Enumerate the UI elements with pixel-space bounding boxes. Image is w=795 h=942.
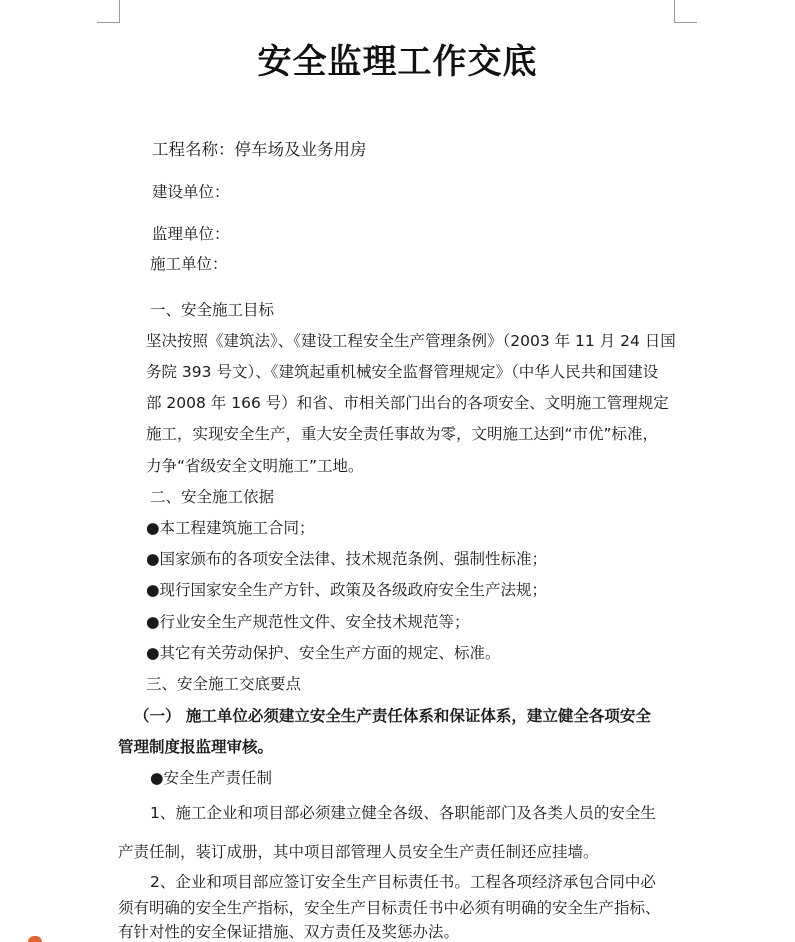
page-corner-mark-left bbox=[97, 0, 120, 23]
section-3-subheading: （一） 施工单位必须建立安全生产责任体系和保证体系，建立健全各项安全 bbox=[134, 707, 651, 725]
section-3-paragraph-2: 须有明确的安全生产指标，安全生产目标责任书中必须有明确的安全生产指标、 bbox=[118, 899, 661, 917]
section-3-bullet: ●安全生产责任制 bbox=[150, 769, 273, 787]
section-3-paragraph-2: 有针对性的安全保证措施、双方责任及奖惩办法。 bbox=[118, 923, 460, 941]
section-2-item: ●现行国家安全生产方针、政策及各级政府安全生产法规； bbox=[146, 581, 548, 599]
construction-unit-label: 建设单位： bbox=[152, 183, 230, 201]
section-3-paragraph-2: 2、企业和项目部应签订安全生产目标责任书。工程各项经济承包合同中必 bbox=[150, 873, 656, 891]
section-2-heading: 二、安全施工依据 bbox=[150, 488, 275, 506]
section-2-item: ●行业安全生产规范性文件、安全技术规范等； bbox=[146, 613, 470, 631]
section-3-paragraph-1: 1、施工企业和项目部必须建立健全各级、各职能部门及各类人员的安全生 bbox=[150, 804, 656, 822]
section-1-line: 坚决按照《建筑法》、《建设工程安全生产管理条例》（2003 年 11 月 24 日国 bbox=[146, 332, 676, 350]
section-1-line: 力争“省级安全文明施工”工地。 bbox=[146, 457, 364, 475]
section-1-line: 施工，实现安全生产，重大安全责任事故为零，文明施工达到“市优”标准， bbox=[146, 425, 659, 443]
builder-unit-label: 施工单位： bbox=[150, 255, 228, 273]
document-title: 安全监理工作交底 bbox=[257, 42, 538, 82]
section-1-line: 务院 393 号文）、《建筑起重机械安全监督管理规定》（中华人民共和国建设 bbox=[146, 363, 659, 381]
section-2-item: ●其它有关劳动保护、安全生产方面的规定、标准。 bbox=[146, 644, 501, 662]
section-3-heading: 三、安全施工交底要点 bbox=[146, 675, 302, 693]
section-2-item: ●本工程建筑施工合同； bbox=[146, 519, 315, 537]
section-3-subheading: 管理制度报监理审核。 bbox=[118, 738, 274, 756]
supervision-unit-label: 监理单位： bbox=[152, 225, 230, 243]
section-1-line: 部 2008 年 166 号）和省、市相关部门出台的各项安全、文明施工管理规定 bbox=[146, 394, 669, 412]
section-3-paragraph-1: 产责任制，装订成册，其中项目部管理人员安全生产责任制还应挂墙。 bbox=[118, 843, 599, 861]
section-1-heading: 一、安全施工目标 bbox=[150, 301, 275, 319]
project-name: 工程名称：停车场及业务用房 bbox=[152, 140, 367, 159]
page-corner-mark-right bbox=[674, 0, 697, 23]
page-edge-mark bbox=[28, 936, 42, 942]
section-2-item: ●国家颁布的各项安全法律、技术规范条例、强制性标准； bbox=[146, 550, 548, 568]
